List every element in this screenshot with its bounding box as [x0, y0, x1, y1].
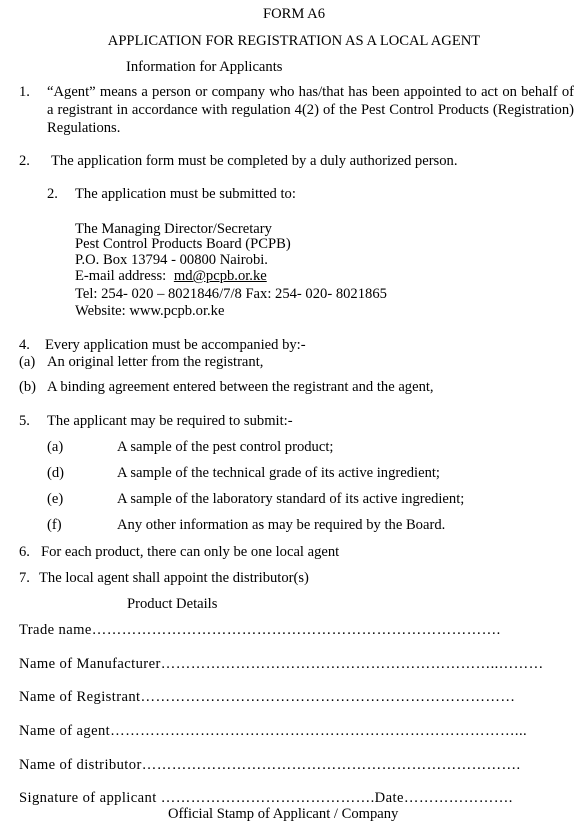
item-7-text: The local agent shall appoint the distributor(s) — [39, 570, 309, 586]
item-5-text: The applicant may be required to submit:- — [47, 413, 293, 429]
item-5-number: 5. — [19, 413, 30, 429]
item-7-number: 7. — [19, 570, 30, 586]
item-6-text: For each product, there can only be one local agent — [41, 544, 340, 560]
official-stamp-label: Official Stamp of Applicant / Company — [168, 806, 399, 822]
item-4a-text: An original letter from the registrant, — [47, 354, 264, 370]
trade-name-field[interactable]: Trade name………………………………………………………………………. — [19, 622, 501, 638]
item-5a-label: (a) — [47, 439, 64, 455]
item-3-text: The application must be submitted to: — [75, 186, 296, 202]
distributor-field[interactable]: Name of distributor…………………………………………………………………. — [19, 757, 521, 773]
address-website: Website: www.pcpb.or.ke — [75, 303, 225, 319]
item-5f-text: Any other information as may be required by the Board. — [117, 517, 446, 533]
registrant-field[interactable]: Name of Registrant………………………………………………………………… — [19, 689, 516, 705]
item-4-number: 4. — [19, 337, 30, 353]
address-line-2: Pest Control Products Board (PCPB) — [75, 236, 291, 252]
item-4-text: Every application must be accompanied by:- — [45, 337, 306, 353]
agent-field[interactable]: Name of agent………………………………………………………………………... — [19, 723, 528, 739]
item-2-text: The application form must be completed by a duly authorized person. — [51, 153, 458, 169]
item-5d-text: A sample of the technical grade of its active ingredient; — [117, 465, 440, 481]
manufacturer-field[interactable]: Name of Manufacturer…………………………………………………………..……… — [19, 656, 544, 672]
signature-date-field[interactable]: Signature of applicant …………………………………….Date…………………. — [19, 790, 513, 806]
email-label: E-mail address: — [75, 268, 167, 284]
form-title: APPLICATION FOR REGISTRATION AS A LOCAL AGENT — [107, 33, 481, 49]
item-1-text: “Agent” means a person or company who has/that has been appointed to act on behalf of a registrant in accordance with regulation 4(2) of the Pest Control Products (Registration) Regulations. — [47, 84, 574, 136]
item-5e-text: A sample of the laboratory standard of its active ingredient; — [117, 491, 465, 507]
address-line-3: P.O. Box 13794 - 00800 Nairobi. — [75, 252, 268, 268]
item-5d-label: (d) — [47, 465, 65, 481]
product-details-heading: Product Details — [127, 596, 218, 612]
address-tel-fax: Tel: 254- 020 – 8021846/7/8 Fax: 254- 020- 8021865 — [75, 286, 387, 302]
item-5a-text: A sample of the pest control product; — [117, 439, 334, 455]
item-2-number: 2. — [19, 153, 30, 169]
info-heading: Information for Applicants — [126, 59, 283, 75]
email-link[interactable]: md@pcpb.or.ke — [173, 268, 267, 284]
item-5f-label: (f) — [47, 517, 62, 533]
item-5e-label: (e) — [47, 491, 64, 507]
item-4b-label: (b) — [19, 379, 37, 395]
form-number: FORM A6 — [262, 6, 326, 22]
item-3-number: 2. — [47, 186, 58, 202]
address-email-row — [75, 267, 267, 285]
item-1-number: 1. — [19, 84, 30, 100]
item-4b-text: A binding agreement entered between the registrant and the agent, — [47, 379, 434, 395]
address-line-1: The Managing Director/Secretary — [75, 221, 272, 237]
item-4a-label: (a) — [19, 354, 36, 370]
item-6-number: 6. — [19, 544, 30, 560]
